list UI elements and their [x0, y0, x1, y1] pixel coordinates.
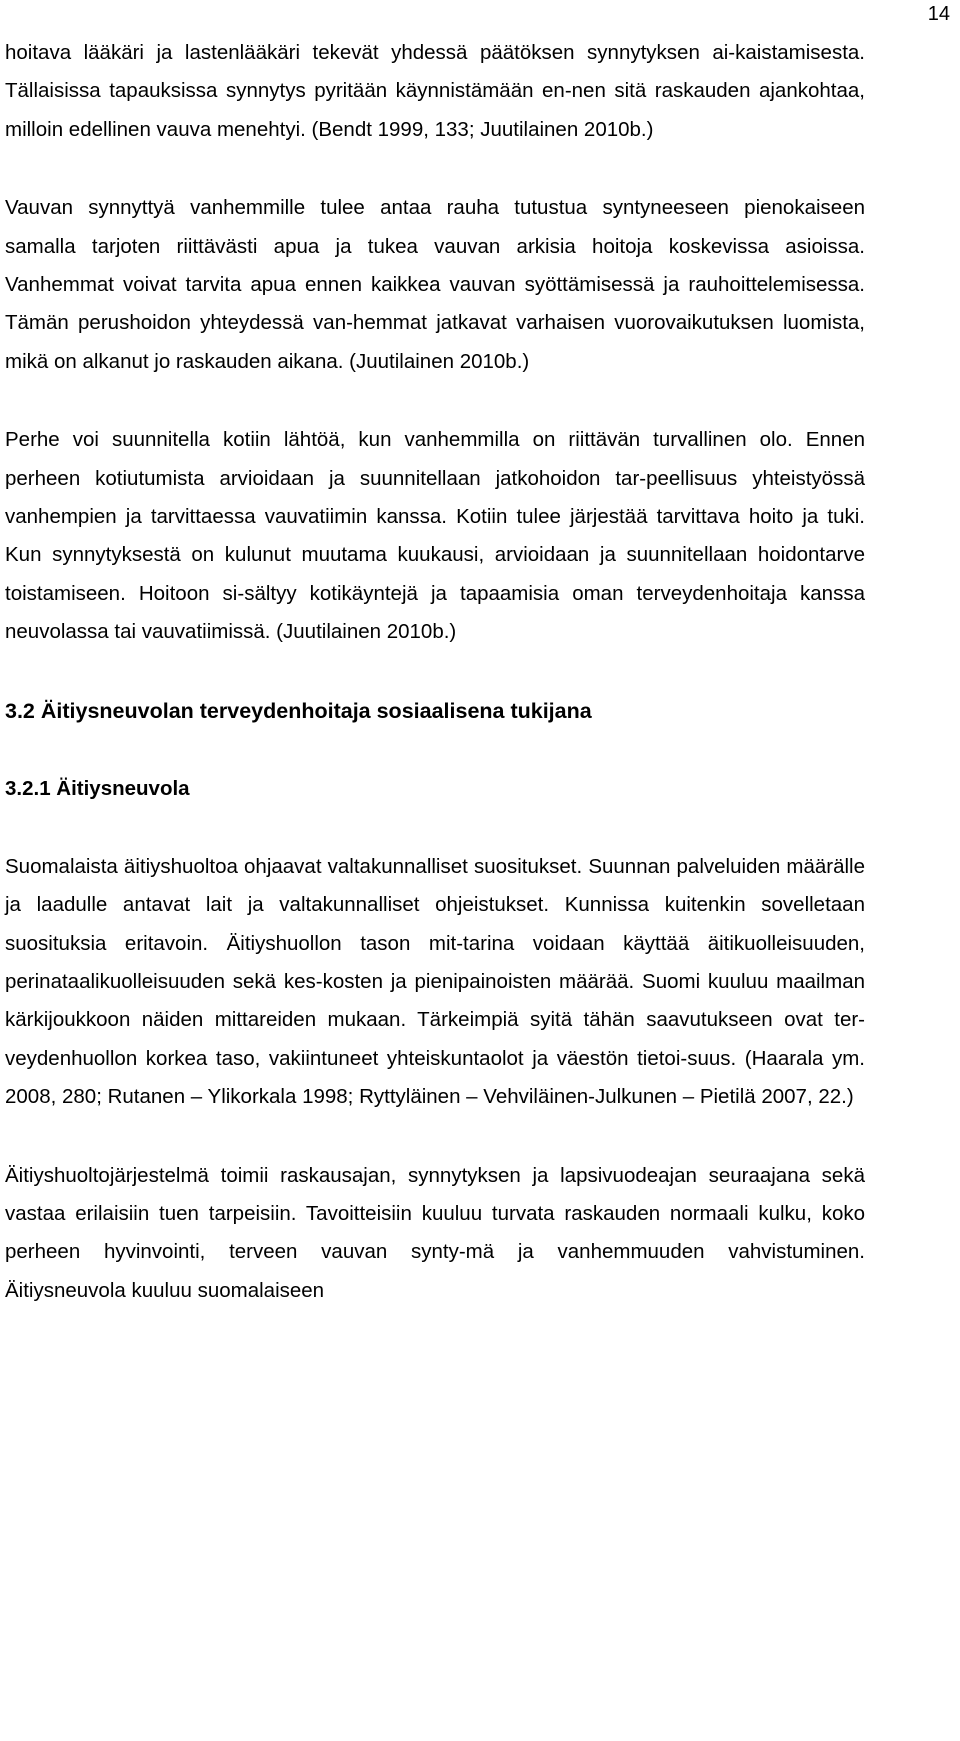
paragraph: Äitiyshuoltojärjestelmä toimii raskausajan, synnytyksen ja lapsivuodeajan seuraajana sekä vastaa erilaisiin tuen tarpeisiin. Tavoitteisiin kuuluu turvata raskauden normaali kulku, koko perheen hyvinvointi, terveen vauvan synty-mä ja vanhemmuuden vahvistuminen. Äitiysneuvola kuuluu suomalaiseen: [5, 1163, 865, 1302]
page-number: 14: [927, 3, 950, 25]
subsection-heading: 3.2.1 Äitiysneuvola: [5, 776, 190, 800]
page-content: [5, 34, 865, 1310]
paragraph: Perhe voi suunnitella kotiin lähtöä, kun vanhemmilla on riittävän turvallinen olo. Ennen perheen kotiutumista arvioidaan ja suunnitellaan jatkohoidon tar-peellisuus yhteistyössä vanhempien ja tarvittaessa vauvatiimin kanssa. Kotiin tulee järjestää tarvittava hoito ja tuki. Kun synnytyksestä on kulunut muutama kuukausi, arvioidaan ja suunnitellaan hoidontarve toistamiseen. Hoitoon si-sältyy kotikäyntejä ja tapaamisia oman terveydenhoitaja kanssa neuvolassa tai vauvatiimissä. (Juutilainen 2010b.): [5, 428, 865, 644]
section-heading: 3.2 Äitiysneuvolan terveydenhoitaja sosiaalisena tukijana: [5, 698, 592, 723]
paragraph: Vauvan synnyttyä vanhemmille tulee antaa rauha tutustua syntyneeseen pienokaiseen samalla tarjoten riittävästi apua ja tukea vauvan arkisia hoitoja koskevissa asioissa. Vanhemmat voivat tarvita apua ennen kaikkea vauvan syöttämisessä ja rauhoittelemisessa. Tämän perushoidon yhteydessä van-hemmat jatkavat varhaisen vuorovaikutuksen luomista, mikä on alkanut jo raskauden aikana. (Juutilainen 2010b.): [5, 196, 865, 373]
paragraph: hoitava lääkäri ja lastenlääkäri tekevät yhdessä päätöksen synnytyksen ai-kaistamisesta. Tällaisissa tapauksissa synnytys pyritään käynnistämään en-nen sitä raskauden ajankohtaa, milloin edellinen vauva menehtyi. (Bendt 1999, 133; Juutilainen 2010b.): [5, 41, 865, 141]
paragraph: Suomalaista äitiyshuoltoa ohjaavat valtakunnalliset suositukset. Suunnan palveluiden määrälle ja laadulle antavat lait ja valtakunnalliset ohjeistukset. Kunnissa kuitenkin sovelletaan suosituksia eritavoin. Äitiyshuollon tason mit-tarina voidaan käyttää äitikuolleisuuden, perinataalikuolleisuuden sekä kes-kosten ja pienipainoisten määrää. Suomi kuuluu maailman kärkijoukkoon näiden mittareiden mukaan. Tärkeimpiä syitä tähän saavutukseen ovat ter-veydenhuollon korkea taso, vakiintuneet yhteiskuntaolot ja väestön tietoi-suus. (Haarala ym. 2008, 280; Rutanen – Ylikorkala 1998; Ryttyläinen – Vehviläinen-Julkunen – Pietilä 2007, 22.): [5, 854, 865, 1109]
